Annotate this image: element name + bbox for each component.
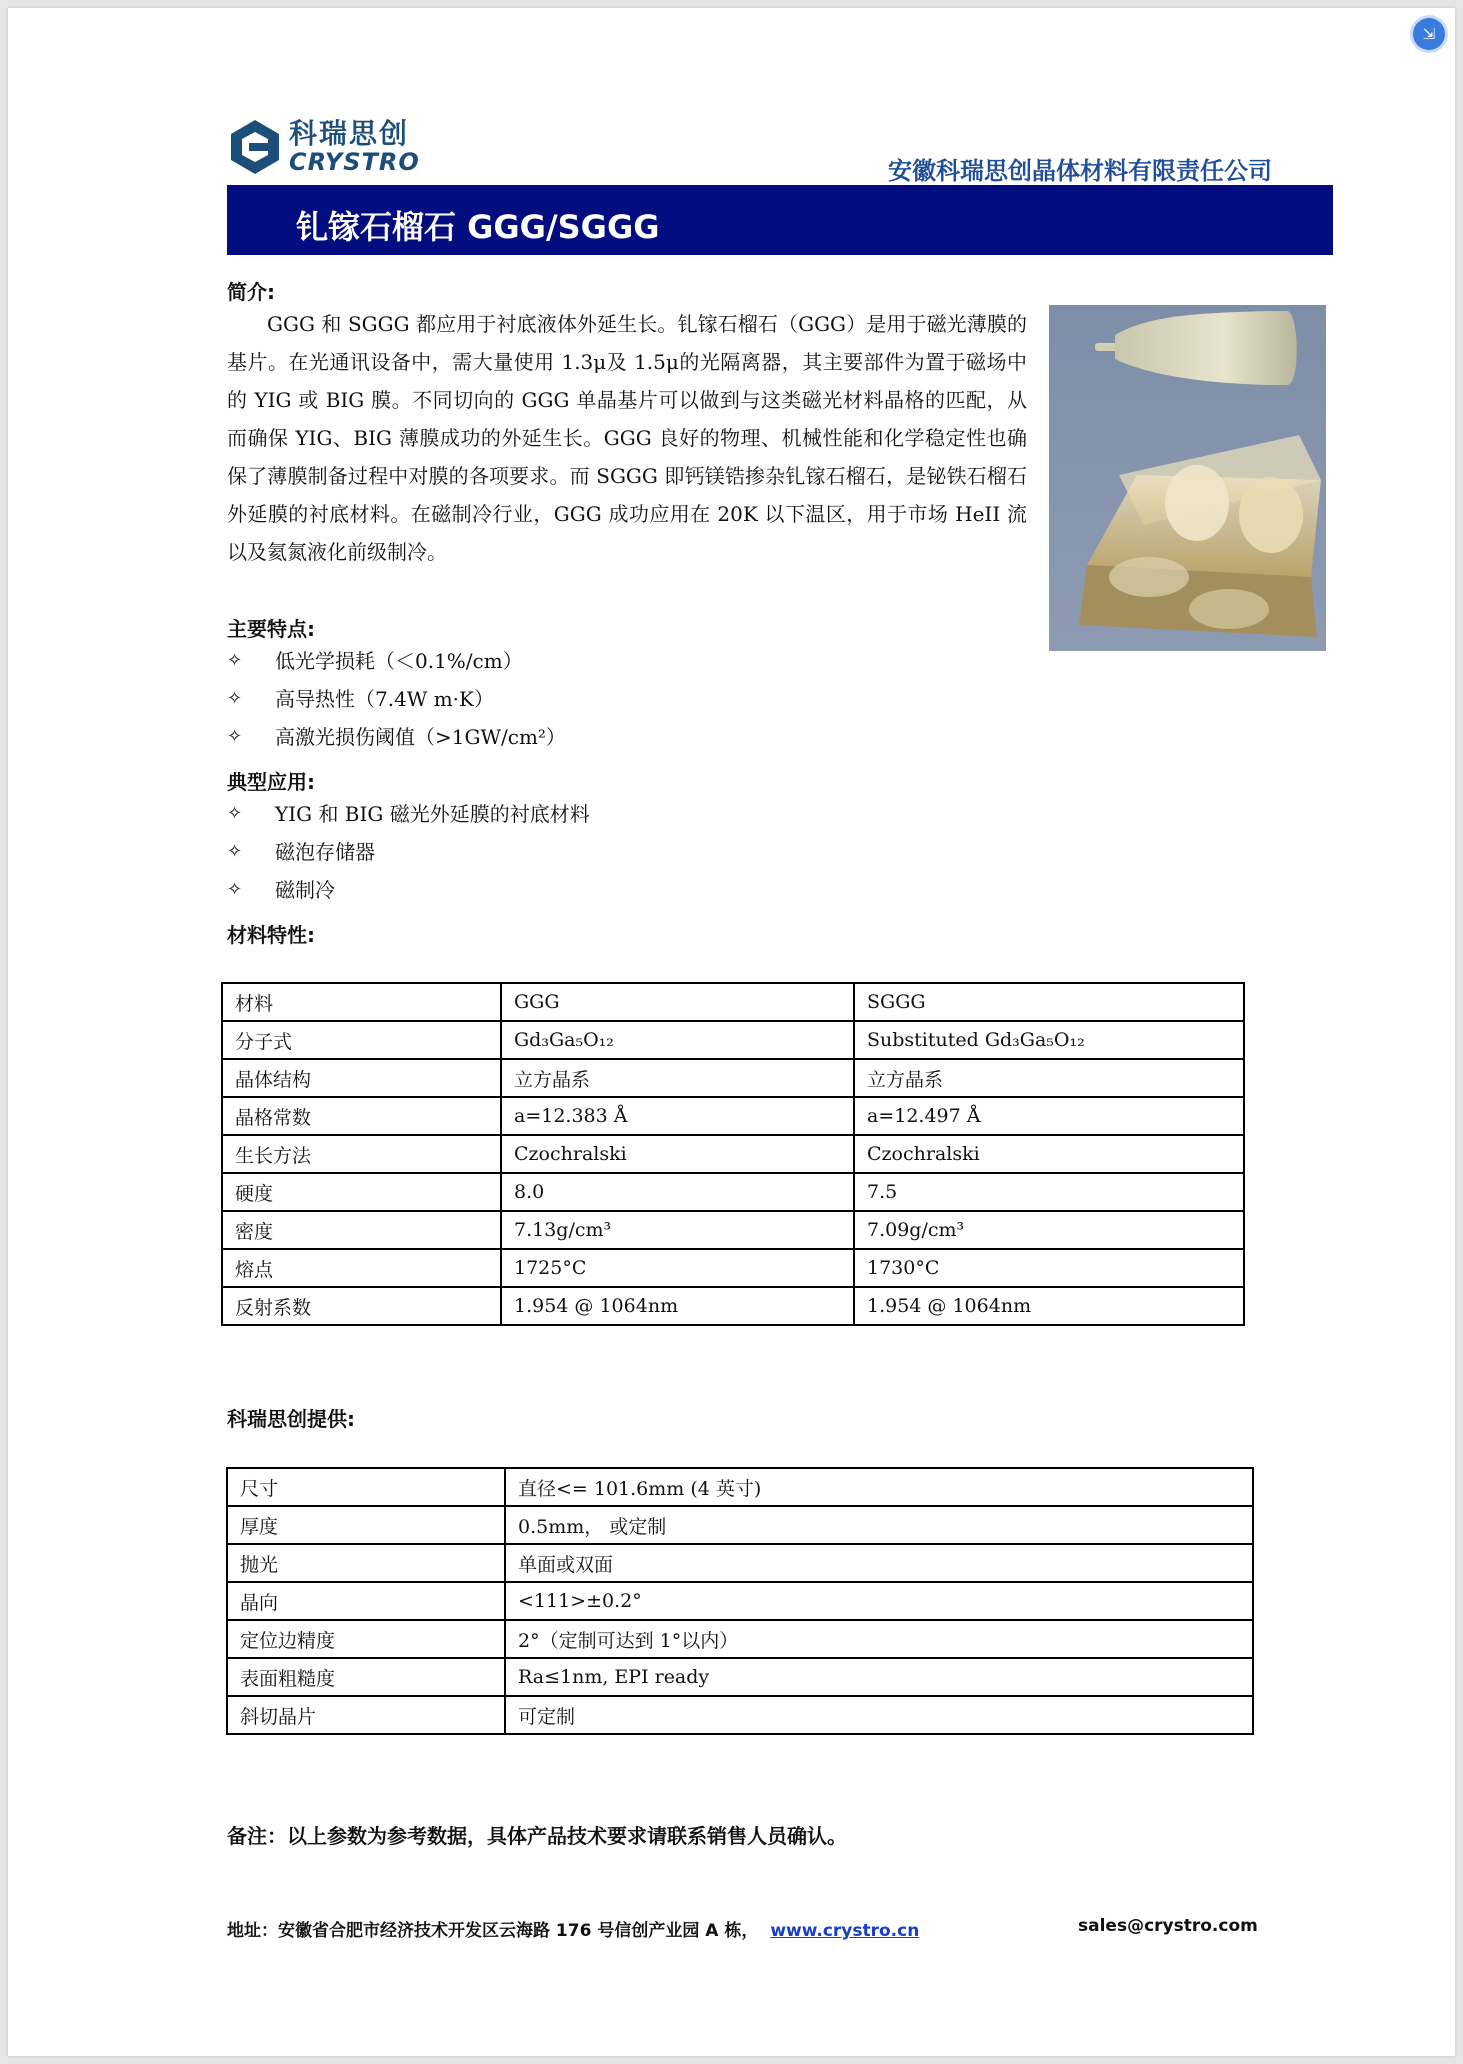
email-address[interactable]: sales@crystro.com: [1078, 1916, 1258, 1936]
title-bar: [227, 185, 1333, 255]
bullet-star-icon: ✧: [227, 803, 243, 824]
table-row: 定位边精度 2°（定制可达到 1°以内）: [227, 1620, 1253, 1658]
document-page: [8, 8, 1455, 2056]
intro-heading: 简介:: [227, 280, 275, 304]
company-logo: [227, 116, 420, 178]
ggg-crystal-photo: [1049, 305, 1326, 651]
website-link[interactable]: www.crystro.cn: [770, 1921, 920, 1941]
bullet-star-icon: ✧: [227, 841, 243, 862]
table-row: 厚度 0.5mm， 或定制: [227, 1506, 1253, 1544]
crystro-logo-icon: [227, 118, 283, 176]
table-row: 熔点 1725°C 1730°C: [222, 1249, 1244, 1287]
bullet-star-icon: ✧: [227, 726, 243, 747]
logo-chinese-name: 科瑞思创: [289, 117, 410, 150]
table-row: 抛光 单面或双面: [227, 1544, 1253, 1582]
list-item: ✧ 高激光损伤阈值（>1GW/cm²）: [227, 718, 566, 756]
bullet-star-icon: ✧: [227, 879, 243, 900]
list-item: ✧ 磁泡存储器: [227, 833, 590, 871]
logo-english-name: CRYSTRO: [289, 148, 420, 176]
footer-address: 地址：安徽省合肥市经济技术开发区云海路 176 号信创产业园 A 栋，: [227, 1921, 759, 1941]
table-row: 材料 GGG SGGG: [222, 983, 1244, 1021]
table-row: 晶格常数 a=12.383 Å a=12.497 Å: [222, 1097, 1244, 1135]
intro-paragraph: GGG 和 SGGG 都应用于衬底液体外延生长。钆镓石榴石（GGG）是用于磁光薄膜的基片。在光通讯设备中，需大量使用 1.3μ及 1.5μ的光隔离器，其主要部件为置于磁场中的 YIG 或 BIG 膜。不同切向的 GGG 单晶基片可以做到与这类磁光材料晶格的匹配，从而确保 YIG、BIG 薄膜成功的外延生长。GGG 良好的物理、机械性能和化学稳定性也确保了薄膜制备过程中对膜的各项要求。而 SGGG 即钙镁锆掺杂钆镓石榴石，是铋铁石榴石外延膜的衬底材料。在磁制冷行业，GGG 成功应用在 20K 以下温区，用于市场 HeII 流以及氦氮液化前级制冷。: [227, 312, 1027, 564]
bullet-star-icon: ✧: [227, 650, 243, 671]
table-row: 反射系数 1.954 @ 1064nm 1.954 @ 1064nm: [222, 1287, 1244, 1325]
list-item: ✧ 磁制冷: [227, 871, 590, 909]
page-title: 钆镓石榴石 GGG/SGGG: [296, 208, 660, 246]
table-row: 硬度 8.0 7.5: [222, 1173, 1244, 1211]
applications-list: [227, 795, 590, 909]
applications-heading: 典型应用:: [227, 770, 315, 794]
table-row: 分子式 Gd₃Ga₅O₁₂ Substituted Gd₃Ga₅O₁₂: [222, 1021, 1244, 1059]
side-panel-icon[interactable]: ⇲: [1413, 18, 1445, 50]
properties-heading: 材料特性:: [227, 923, 315, 947]
company-name: 安徽科瑞思创晶体材料有限责任公司: [888, 157, 1272, 185]
table-row: 晶向 <111>±0.2°: [227, 1582, 1253, 1620]
table-row: 生长方法 Czochralski Czochralski: [222, 1135, 1244, 1173]
table-row: 尺寸 直径<= 101.6mm (4 英寸): [227, 1468, 1253, 1506]
page-footer: [227, 1916, 1257, 1941]
features-list: [227, 642, 566, 756]
table-row: 表面粗糙度 Ra≤1nm, EPI ready: [227, 1658, 1253, 1696]
supply-spec-table: [226, 1467, 1254, 1735]
material-properties-table: [221, 982, 1245, 1326]
table-row: 晶体结构 立方晶系 立方晶系: [222, 1059, 1244, 1097]
remark-note: 备注：以上参数为参考数据，具体产品技术要求请联系销售人员确认。: [227, 1824, 847, 1848]
list-item: ✧ 低光学损耗（＜0.1%/cm）: [227, 642, 566, 680]
table-row: 密度 7.13g/cm³ 7.09g/cm³: [222, 1211, 1244, 1249]
list-item: ✧ YIG 和 BIG 磁光外延膜的衬底材料: [227, 795, 590, 833]
features-heading: 主要特点:: [227, 617, 315, 641]
list-item: ✧ 高导热性（7.4W m·K）: [227, 680, 566, 718]
supply-heading: 科瑞思创提供:: [227, 1407, 355, 1431]
bullet-star-icon: ✧: [227, 688, 243, 709]
table-row: 斜切晶片 可定制: [227, 1696, 1253, 1734]
